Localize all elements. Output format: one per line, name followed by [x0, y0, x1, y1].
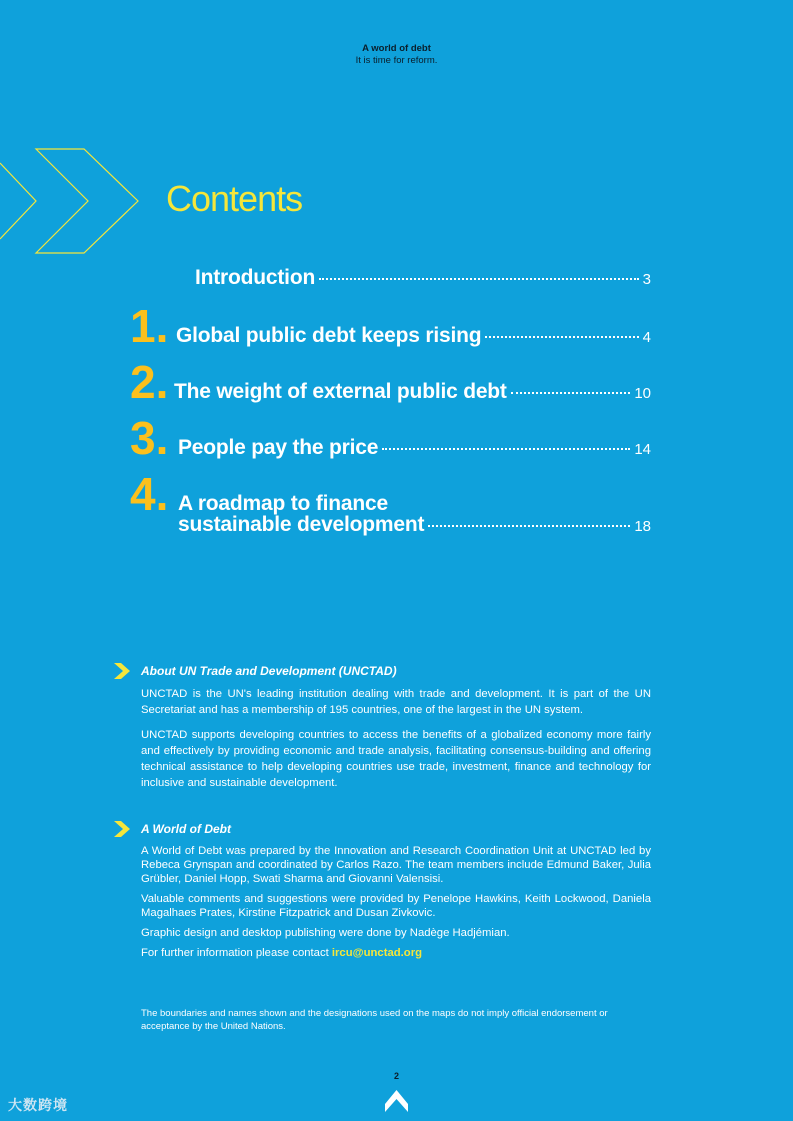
- dot-leader: [428, 525, 630, 527]
- chevron-outline-icon: [0, 145, 145, 260]
- toc-title: People pay the price: [178, 436, 379, 459]
- dot-leader: [485, 336, 638, 338]
- toc-title-line1: A roadmap to finance: [178, 492, 388, 515]
- world-of-debt-section: [113, 820, 651, 966]
- toc-item-4[interactable]: [130, 468, 651, 537]
- toc-number: 4.: [130, 468, 169, 520]
- dot-leader: [511, 392, 631, 394]
- section-heading: [113, 662, 651, 680]
- about-unctad-section: [113, 662, 651, 800]
- toc-number: 3.: [130, 412, 169, 464]
- toc-title: Global public debt keeps rising: [176, 324, 482, 347]
- dot-leader: [382, 448, 630, 450]
- contents-heading: Contents: [166, 178, 303, 219]
- toc-item-introduction[interactable]: [195, 266, 651, 290]
- section-heading-text: A World of Debt: [141, 822, 231, 836]
- disclaimer: The boundaries and names shown and the designations used on the maps do not imply official endorsement or acceptance by the United Nations.: [141, 1008, 608, 1032]
- toc-page-number: 4: [642, 329, 651, 346]
- toc-number: 2.: [130, 356, 169, 408]
- paragraph: Graphic design and desktop publishing were done by Nadège Hadjémian.: [141, 927, 510, 939]
- toc-page-number: 3: [642, 271, 651, 288]
- toc-page-number: 10: [634, 385, 651, 402]
- toc-item-3[interactable]: [130, 412, 651, 464]
- section-heading: [113, 820, 651, 838]
- toc-item-2[interactable]: [130, 356, 651, 408]
- toc-item-1[interactable]: [130, 300, 651, 352]
- toc-title: The weight of external public debt: [174, 380, 507, 403]
- watermark: 大数跨境: [8, 1097, 68, 1113]
- page-header: [0, 43, 793, 67]
- up-arrow-icon[interactable]: [384, 1089, 409, 1113]
- header-subtitle: It is time for reform.: [355, 55, 438, 66]
- page-number: 2: [393, 1071, 399, 1081]
- toc-page-number: 14: [634, 441, 651, 458]
- paragraph: Valuable comments and suggestions were provided by Penelope Hawkins, Keith Lockwood, Daniela Magalhaes Prates, Kirstine Fitzpatrick and Dusan Zivkovic.: [141, 893, 651, 919]
- contact-text: For further information please contact: [141, 947, 332, 959]
- contact-email-link[interactable]: ircu@unctad.org: [331, 947, 422, 959]
- toc-number: 1.: [130, 300, 169, 352]
- chevron-bullet-icon: [113, 662, 131, 680]
- dot-leader: [319, 278, 639, 280]
- toc-title-line2: sustainable development: [178, 513, 425, 536]
- chevron-bullet-icon: [113, 820, 131, 838]
- paragraph: A World of Debt was prepared by the Innovation and Research Coordination Unit at UNCTAD led by Rebeca Grynspan and coordinated by Carlos Razo. The team members include Edmund Baker, Julia Grübler, Daniel Hopp, Swati Sharma and Giovanni Valensisi.: [141, 845, 651, 885]
- section-heading-text: About UN Trade and Development (UNCTAD): [141, 664, 397, 678]
- header-title: A world of debt: [362, 43, 431, 54]
- paragraph: UNCTAD is the UN's leading institution dealing with trade and development. It is part of the UN Secretariat and has a membership of 195 countries, one of the largest in the UN system.: [141, 688, 651, 716]
- toc-title: Introduction: [195, 266, 316, 289]
- paragraph: UNCTAD supports developing countries to access the benefits of a globalized economy more fairly and effectively by providing economic and trade analysis, facilitating consensus-building and offering technical assistance to help developing countries use trade, investment, finance and technology for inclusive and sustainable development.: [141, 729, 651, 789]
- contact-paragraph: [141, 946, 651, 960]
- toc-page-number: 18: [634, 518, 651, 535]
